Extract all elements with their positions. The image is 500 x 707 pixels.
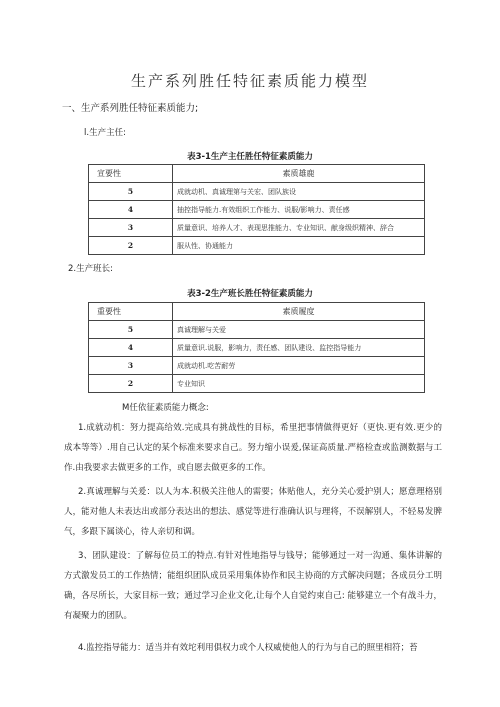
table1-level: 5	[89, 183, 173, 201]
table2-level: 2	[89, 375, 173, 393]
table-row	[89, 237, 425, 255]
table2-competency	[88, 302, 425, 393]
table2-level: 4	[89, 339, 173, 357]
table1-desc: 质量意识、培养人才、表现思推能力、专业知识、献身级织精神、辞合	[173, 219, 425, 237]
section-heading-1: 一、生产系列胜任特征素质能力;	[62, 103, 199, 114]
concept-heading: M任依征素质能力概念:	[122, 403, 209, 413]
table1-header-row	[89, 165, 425, 183]
table1-competency	[88, 164, 425, 255]
table2-desc: 成就动机.吃苦耐劳	[173, 357, 425, 375]
table1-header-competency: 素质雄鹿	[173, 165, 425, 183]
table1-caption: 表3-1生产主任胜任特征素质能力	[187, 152, 313, 162]
table2-desc: 专业知识	[173, 375, 425, 393]
subheading-production-director: l.生产主任:	[84, 128, 126, 138]
table2-header-importance: 重要性	[89, 303, 173, 321]
table2-level: 5	[89, 321, 173, 339]
paragraph-achievement-motivation: 1.成就动机：努力提高给效.完成具有挑战性的目标，希里把事情做得更好（更快.更有效.更少的成本等等）.用自己认定的某个标准来要求自己。努力缩小误爰,保证高质量.严格检查或监测数据与工作.由我要求去做更多的工作，或自愿去做更多的工作。	[64, 423, 442, 473]
table-row	[89, 375, 425, 393]
table-row	[89, 321, 425, 339]
table2-header-competency: 素质履度	[173, 303, 425, 321]
table2-header-row	[89, 303, 425, 321]
paragraph-monitoring-guidance: 4.监控指导能力：适当并有效坨利用俱权力或个人权威使他人的行为与自己的照里相符；苔	[78, 643, 418, 653]
table2-desc: 真诚理解与关爱	[173, 321, 425, 339]
table2-caption: 表3-2生产班长胜任特征素质能力	[187, 289, 313, 299]
table-row	[89, 339, 425, 357]
subheading-team-leader: 2.生产班长:	[68, 264, 113, 274]
table-row	[89, 201, 425, 219]
table1-level: 3	[89, 219, 173, 237]
table1-desc: 成就动机、真诚理第与关宏、团队族设	[173, 183, 425, 201]
table1-level: 2	[89, 237, 173, 255]
table-row	[89, 357, 425, 375]
table1-desc: 服从性、协通能力	[173, 237, 425, 255]
paragraph-understanding-care: 2.真诚理解与关爰：以人为本.积极关注他人的需要；体贴他人，充分关心爱护别人；愿意理格别人，能对他人未表达出或部分表达出的想法、感觉等进行准确认识与理将，不误解别人，不轻易发脾气，多跟下属谈心，待人亲切和调。	[64, 487, 442, 537]
table1-desc: 抽控指导能力.有效组织工作能力、说服/影响力、责任感	[173, 201, 425, 219]
table2-level: 3	[89, 357, 173, 375]
table-row	[89, 183, 425, 201]
table-row	[89, 219, 425, 237]
table1-header-importance: 宣要性	[89, 165, 173, 183]
document-title: 生产系列胜任特征素质能力模型	[130, 72, 369, 90]
table1-level: 4	[89, 201, 173, 219]
table2-desc: 质量意识.说服，影响力，责任感、团队建设、监控指导能力	[173, 339, 425, 357]
paragraph-team-building: 3、团队建设：了解每位员工的特点.有针对性地指导与钱导；能够通过一对一沟通、集体讲解的方式激发员工的工作热情；能组织团队成员采用集体协作和民主协商的方式解决问题；各成员分工明确，各尽所长，大家目标一致；通过学习企业文化,让每个人自觉约束自己: 能够建立一个有战斗力，有凝聚力的团队。	[64, 551, 442, 621]
